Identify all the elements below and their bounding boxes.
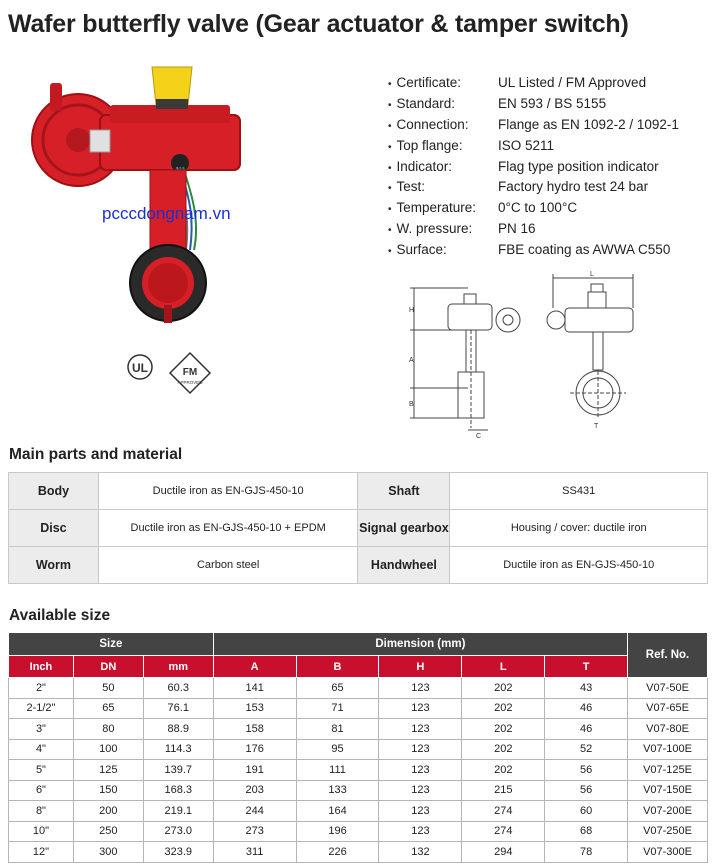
table-cell: 125 — [73, 760, 143, 781]
table-cell: V07-150E — [628, 780, 708, 801]
spec-row: • Temperature: 0°C to 100°C — [388, 197, 679, 218]
table-cell: 158 — [213, 719, 296, 740]
table-cell: 56 — [545, 760, 628, 781]
svg-text:L: L — [590, 271, 594, 278]
part-material: SS431 — [450, 473, 708, 510]
parts-table — [8, 472, 708, 584]
subheader-row — [9, 656, 708, 678]
table-cell: 65 — [73, 698, 143, 719]
table-cell: 114.3 — [143, 739, 213, 760]
ref-header: Ref. No. — [628, 633, 708, 678]
fm-approved-logo — [170, 353, 210, 393]
table-cell: 132 — [379, 842, 462, 863]
part-label: Shaft — [358, 473, 450, 510]
table-cell: 123 — [379, 719, 462, 740]
part-material: Ductile iron as EN-GJS-450-10 — [450, 547, 708, 584]
table-cell: 273.0 — [143, 821, 213, 842]
table-row — [9, 678, 708, 699]
table-cell: 203 — [213, 780, 296, 801]
table-cell: 10" — [9, 821, 74, 842]
header-row — [9, 633, 708, 656]
table-cell: 88.9 — [143, 719, 213, 740]
spec-row: • Indicator: Flag type position indicator — [388, 156, 679, 177]
table-cell: 202 — [462, 719, 545, 740]
sizes-section-title: Available size — [9, 607, 111, 624]
table-row — [9, 719, 708, 740]
dimension-drawing — [408, 268, 708, 448]
table-cell: 123 — [379, 739, 462, 760]
spec-row: • Top flange: ISO 5211 — [388, 135, 679, 156]
table-row — [9, 801, 708, 822]
table-cell: 4" — [9, 739, 74, 760]
table-cell: 294 — [462, 842, 545, 863]
table-cell: 2" — [9, 678, 74, 699]
size-table-body — [9, 678, 708, 863]
svg-text:APPROVED: APPROVED — [177, 380, 203, 385]
spec-row: • W. pressure: PN 16 — [388, 218, 679, 239]
size-table — [8, 632, 708, 863]
table-cell: 168.3 — [143, 780, 213, 801]
table-row — [9, 473, 708, 510]
table-cell: 202 — [462, 739, 545, 760]
part-label: Worm — [9, 547, 99, 584]
svg-text:B: B — [409, 401, 414, 408]
table-cell: 123 — [379, 698, 462, 719]
parts-section-title: Main parts and material — [9, 446, 183, 463]
table-cell: 164 — [296, 801, 379, 822]
table-cell: 5" — [9, 760, 74, 781]
table-cell: 46 — [545, 719, 628, 740]
ul-logo — [128, 355, 152, 379]
page-title: Wafer butterfly valve (Gear actuator & tamper switch) — [8, 10, 629, 38]
part-material: Ductile iron as EN-GJS-450-10 + EPDM — [98, 510, 358, 547]
col-header: H — [379, 656, 462, 678]
table-row — [9, 510, 708, 547]
table-cell: V07-125E — [628, 760, 708, 781]
col-header: L — [462, 656, 545, 678]
spec-row: • Standard: EN 593 / BS 5155 — [388, 93, 679, 114]
table-cell: 123 — [379, 780, 462, 801]
table-cell: 150 — [73, 780, 143, 801]
table-cell: 176 — [213, 739, 296, 760]
table-cell: 274 — [462, 801, 545, 822]
table-cell: 12" — [9, 842, 74, 863]
table-cell: 80 — [73, 719, 143, 740]
table-cell: V07-100E — [628, 739, 708, 760]
col-header: B — [296, 656, 379, 678]
table-row — [9, 547, 708, 584]
table-cell: 76.1 — [143, 698, 213, 719]
spec-row: • Surface: FBE coating as AWWA C550 — [388, 239, 679, 260]
table-cell: 273 — [213, 821, 296, 842]
table-cell: 300 — [73, 842, 143, 863]
table-cell: 60 — [545, 801, 628, 822]
table-cell: 200 — [73, 801, 143, 822]
table-cell: 100 — [73, 739, 143, 760]
table-cell: 274 — [462, 821, 545, 842]
table-cell: 71 — [296, 698, 379, 719]
svg-text:FM: FM — [182, 367, 198, 378]
table-cell: 68 — [545, 821, 628, 842]
table-cell: V07-300E — [628, 842, 708, 863]
svg-text:H: H — [409, 307, 415, 314]
table-cell: 8" — [9, 801, 74, 822]
spec-list — [388, 72, 679, 260]
table-cell: 43 — [545, 678, 628, 699]
table-cell: V07-80E — [628, 719, 708, 740]
table-cell: V07-65E — [628, 698, 708, 719]
table-cell: 191 — [213, 760, 296, 781]
svg-text:A: A — [409, 357, 414, 364]
spec-row: • Test: Factory hydro test 24 bar — [388, 176, 679, 197]
table-cell: 219.1 — [143, 801, 213, 822]
table-cell: 95 — [296, 739, 379, 760]
table-row — [9, 760, 708, 781]
svg-text:T: T — [594, 423, 599, 430]
table-row — [9, 842, 708, 863]
table-cell: 202 — [462, 760, 545, 781]
spec-row: • Certificate: UL Listed / FM Approved — [388, 72, 679, 93]
dimension-group-header: Dimension (mm) — [213, 633, 627, 656]
part-label: Disc — [9, 510, 99, 547]
table-cell: 196 — [296, 821, 379, 842]
table-cell: 81 — [296, 719, 379, 740]
watermark-text: pcccdongnam.vn — [102, 204, 231, 223]
part-label: Body — [9, 473, 99, 510]
table-cell: 78 — [545, 842, 628, 863]
table-row — [9, 821, 708, 842]
part-label: Handwheel — [358, 547, 450, 584]
table-cell: 226 — [296, 842, 379, 863]
table-row — [9, 698, 708, 719]
svg-text:UL: UL — [132, 361, 148, 375]
table-cell: 111 — [296, 760, 379, 781]
table-cell: 46 — [545, 698, 628, 719]
table-cell: 52 — [545, 739, 628, 760]
spec-row: • Connection: Flange as EN 1092-2 / 1092-1 — [388, 114, 679, 135]
table-cell: 153 — [213, 698, 296, 719]
table-cell: 65 — [296, 678, 379, 699]
table-cell: 50 — [73, 678, 143, 699]
size-group-header: Size — [9, 633, 214, 656]
part-material: Housing / cover: ductile iron — [450, 510, 708, 547]
part-material: Ductile iron as EN-GJS-450-10 — [98, 473, 358, 510]
table-cell: 250 — [73, 821, 143, 842]
table-cell: 202 — [462, 678, 545, 699]
table-cell: 2-1/2" — [9, 698, 74, 719]
table-cell: 3" — [9, 719, 74, 740]
table-cell: 56 — [545, 780, 628, 801]
col-header: T — [545, 656, 628, 678]
col-header: Inch — [9, 656, 74, 678]
col-header: mm — [143, 656, 213, 678]
part-material: Carbon steel — [98, 547, 358, 584]
table-row — [9, 780, 708, 801]
table-cell: 311 — [213, 842, 296, 863]
table-cell: V07-50E — [628, 678, 708, 699]
col-header: A — [213, 656, 296, 678]
table-cell: 123 — [379, 760, 462, 781]
table-cell: V07-200E — [628, 801, 708, 822]
table-cell: 133 — [296, 780, 379, 801]
table-cell: 244 — [213, 801, 296, 822]
svg-text:C: C — [476, 433, 482, 440]
table-cell: 123 — [379, 821, 462, 842]
table-cell: 60.3 — [143, 678, 213, 699]
col-header: DN — [73, 656, 143, 678]
valve-product-image — [30, 55, 320, 395]
table-cell: 123 — [379, 801, 462, 822]
table-cell: 123 — [379, 678, 462, 699]
table-cell: 139.7 — [143, 760, 213, 781]
table-row — [9, 739, 708, 760]
part-label: Signal gearbox — [358, 510, 450, 547]
table-cell: 141 — [213, 678, 296, 699]
table-cell: 6" — [9, 780, 74, 801]
table-cell: V07-250E — [628, 821, 708, 842]
table-cell: 323.9 — [143, 842, 213, 863]
table-cell: 202 — [462, 698, 545, 719]
table-cell: 215 — [462, 780, 545, 801]
